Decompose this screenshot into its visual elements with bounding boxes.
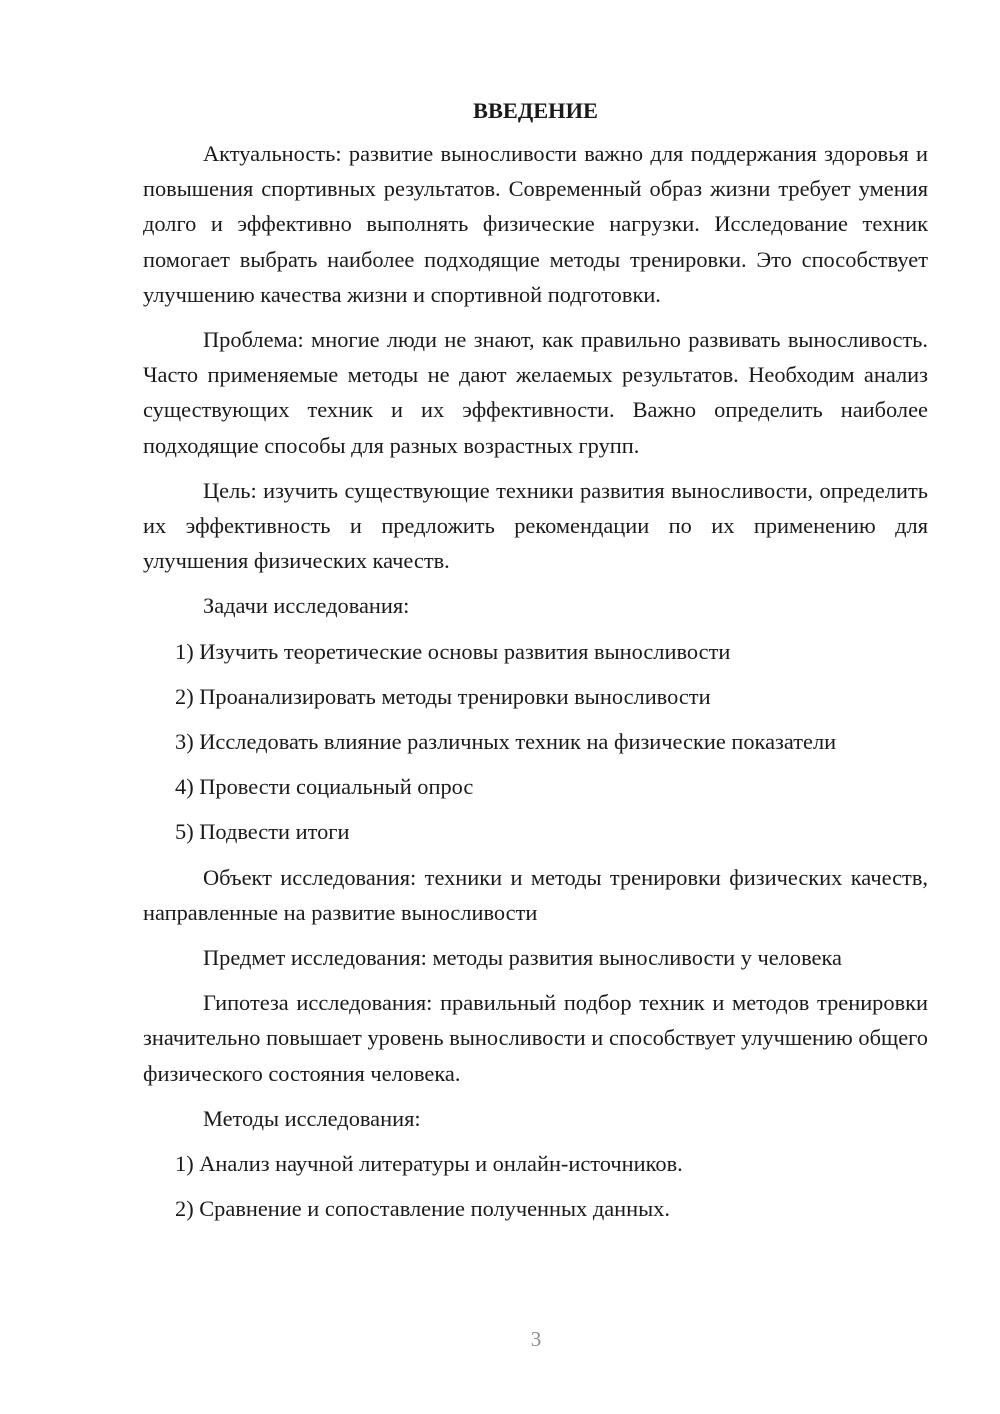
paragraph-object: Объект исследования: техники и методы тренировки физических качеств, направленные на развитие выносливости (143, 864, 928, 925)
list-item-task-1: 1) Изучить теоретические основы развития выносливости (175, 638, 731, 664)
paragraph-goal: Цель: изучить существующие техники развития выносливости, определить их эффективность и предложить рекомендации по их применению для улучшения физических качеств. (143, 477, 928, 574)
paragraph-subject: Предмет исследования: методы развития выносливости у человека (203, 945, 842, 971)
paragraph-problem: Проблема: многие люди не знают, как правильно развивать выносливость. Часто применяемые методы не дают желаемых результатов. Необходим анализ существующих техник и их эффективности. Важно определить наиболее подходящие способы для разных возрастных групп. (143, 327, 928, 458)
list-item-task-2: 2) Проанализировать методы тренировки выносливости (175, 683, 711, 709)
section-title: ВВЕДЕНИЕ (473, 98, 598, 123)
list-item-method-1: 1) Анализ научной литературы и онлайн-источников. (175, 1151, 683, 1177)
tasks-heading: Задачи исследования: (203, 593, 410, 619)
methods-heading: Методы исследования: (203, 1105, 421, 1131)
document-page (143, 96, 928, 1236)
list-item-task-3: 3) Исследовать влияние различных техник на физические показатели (175, 729, 837, 755)
page-number: 3 (530, 1327, 542, 1351)
list-item-method-2: 2) Сравнение и сопоставление полученных данных. (175, 1196, 670, 1222)
list-item-task-5: 5) Подвести итоги (175, 819, 350, 845)
list-item-task-4: 4) Провести социальный опрос (175, 774, 474, 800)
paragraph-hypothesis: Гипотеза исследования: правильный подбор техник и методов тренировки значительно повышает уровень выносливости и способствует улучшению общего физического состояния человека. (143, 990, 928, 1086)
paragraph-relevance: Актуальность: развитие выносливости важно для поддержания здоровья и повышения спортивных результатов. Современный образ жизни требует умения долго и эффективно выполнять физические нагрузки. Исследование техник помогает выбрать наиболее подходящие методы тренировки. Это способствует улучшению качества жизни и спортивной подготовки. (143, 141, 928, 307)
